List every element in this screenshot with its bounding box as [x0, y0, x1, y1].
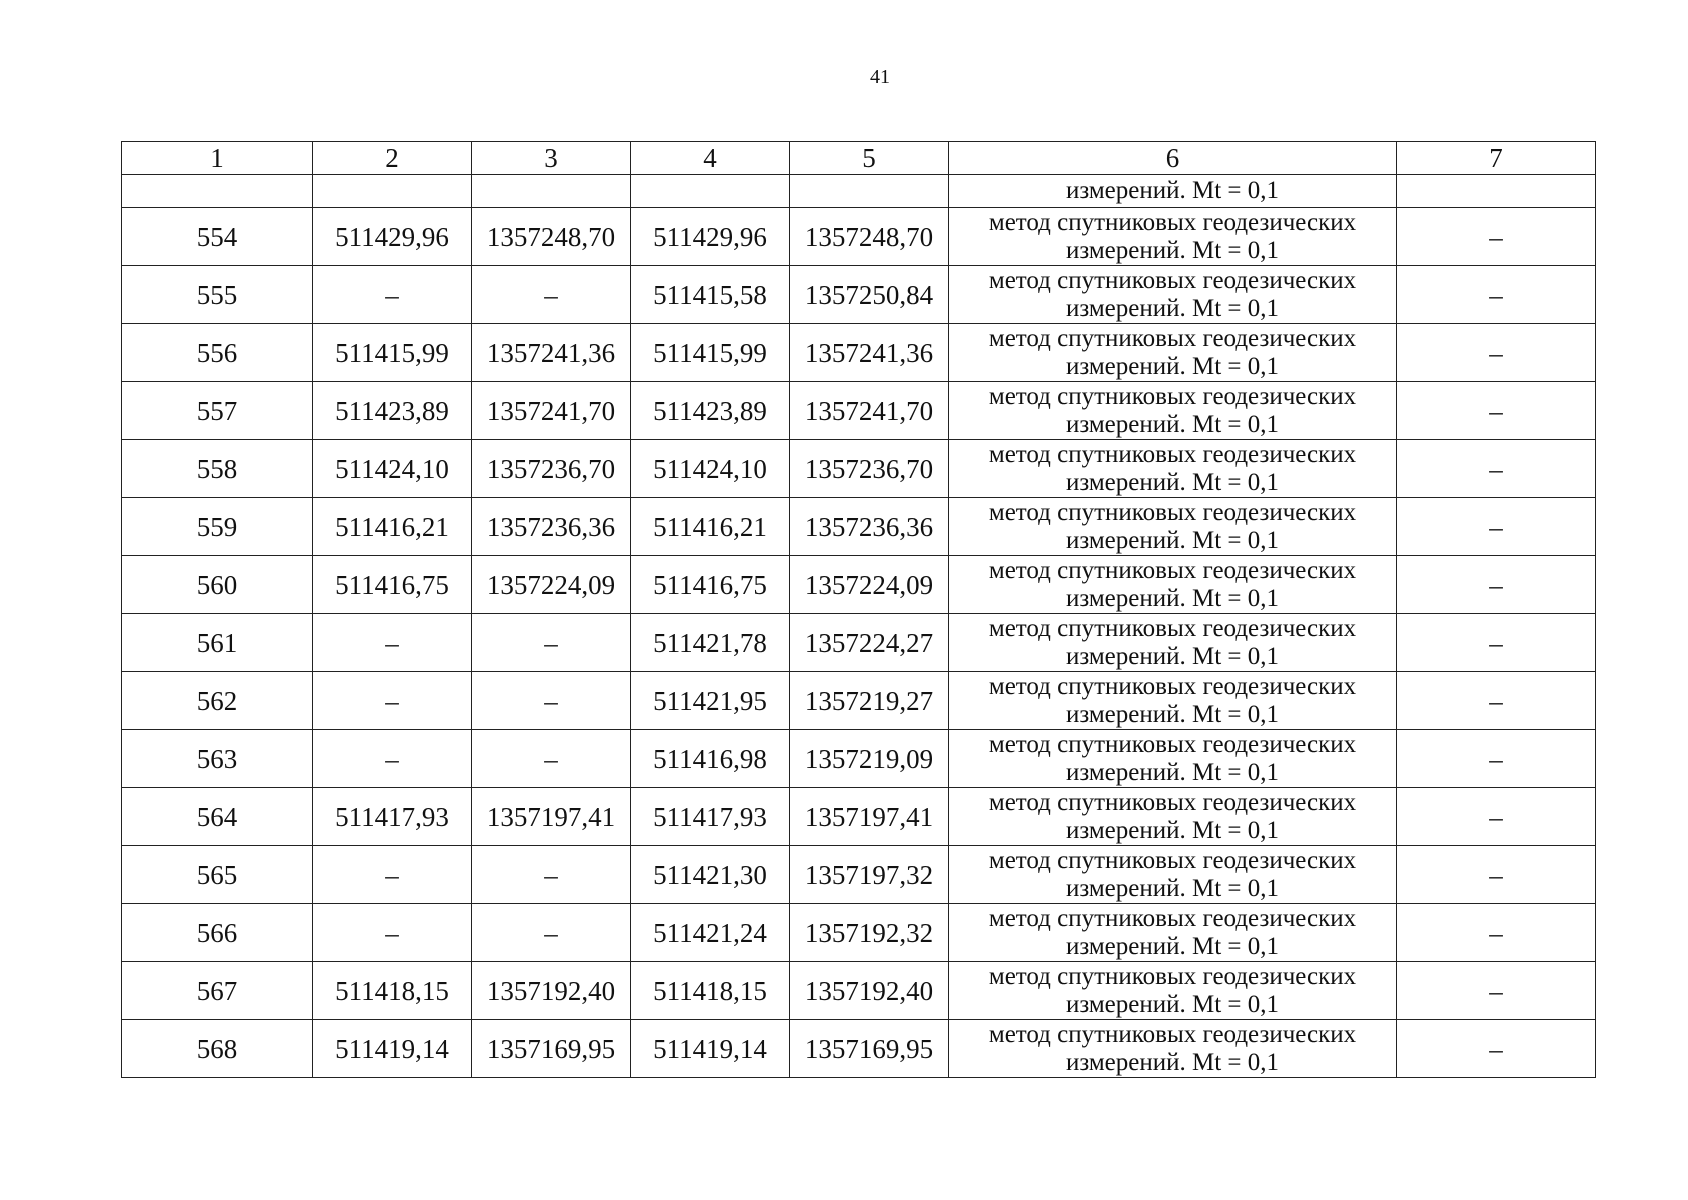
- coordinate-cell: 1357192,32: [790, 904, 949, 962]
- coordinate-cell: 511423,89: [313, 382, 472, 440]
- table-row: [122, 1020, 1596, 1078]
- coordinate-cell: 1357241,70: [472, 382, 631, 440]
- coordinate-cell: 1357236,36: [790, 498, 949, 556]
- column-header: 3: [472, 142, 631, 175]
- coordinate-cell: 1357236,70: [472, 440, 631, 498]
- coordinate-cell: 1357224,09: [790, 556, 949, 614]
- column-header: 2: [313, 142, 472, 175]
- coordinate-cell: –: [472, 266, 631, 324]
- coordinate-cell: 511415,99: [313, 324, 472, 382]
- note-cell: –: [1397, 382, 1596, 440]
- table-row: [122, 266, 1596, 324]
- coordinate-cell: 511416,21: [313, 498, 472, 556]
- coordinates-table: [121, 141, 1596, 1078]
- coordinate-cell: 511419,14: [631, 1020, 790, 1078]
- coordinate-cell: 511415,58: [631, 266, 790, 324]
- table-cell: [122, 175, 313, 208]
- coordinate-cell: –: [472, 672, 631, 730]
- note-cell: –: [1397, 208, 1596, 266]
- column-header: 5: [790, 142, 949, 175]
- point-number-cell: 565: [122, 846, 313, 904]
- coordinate-cell: 511423,89: [631, 382, 790, 440]
- coordinate-cell: 1357241,70: [790, 382, 949, 440]
- method-cell: [949, 788, 1397, 846]
- point-number-cell: 555: [122, 266, 313, 324]
- method-cell: [949, 614, 1397, 672]
- coordinate-cell: 1357192,40: [790, 962, 949, 1020]
- method-line-1: метод спутниковых геодезических: [988, 382, 1357, 410]
- method-cell: [949, 1020, 1397, 1078]
- method-cell: [949, 382, 1397, 440]
- table-row: [122, 672, 1596, 730]
- method-cell: измерений. Mt = 0,1: [949, 175, 1397, 208]
- method-line-2: измерений. Mt = 0,1: [1065, 816, 1280, 844]
- method-cell: [949, 556, 1397, 614]
- table-row: [122, 788, 1596, 846]
- point-number-cell: 559: [122, 498, 313, 556]
- coordinate-cell: 1357241,36: [472, 324, 631, 382]
- note-cell: –: [1397, 440, 1596, 498]
- table-row: [122, 730, 1596, 788]
- method-line-2: измерений. Mt = 0,1: [1065, 932, 1280, 960]
- method-line-1: метод спутниковых геодезических: [988, 846, 1357, 874]
- coordinate-cell: 1357224,27: [790, 614, 949, 672]
- table-row: [122, 498, 1596, 556]
- coordinate-cell: 511429,96: [313, 208, 472, 266]
- table-cell: [472, 175, 631, 208]
- coordinate-cell: 1357169,95: [472, 1020, 631, 1078]
- method-line-1: метод спутниковых геодезических: [988, 440, 1357, 468]
- header-row: [122, 142, 1596, 175]
- column-header: 1: [122, 142, 313, 175]
- coordinate-cell: 1357248,70: [790, 208, 949, 266]
- coordinate-cell: 1357169,95: [790, 1020, 949, 1078]
- note-cell: –: [1397, 266, 1596, 324]
- method-cell: [949, 324, 1397, 382]
- note-cell: –: [1397, 498, 1596, 556]
- coordinate-cell: 511417,93: [313, 788, 472, 846]
- point-number-cell: 554: [122, 208, 313, 266]
- method-line-2: измерений. Mt = 0,1: [1065, 874, 1280, 902]
- point-number-cell: 557: [122, 382, 313, 440]
- point-number-cell: 558: [122, 440, 313, 498]
- method-line-2: измерений. Mt = 0,1: [1065, 700, 1280, 728]
- method-line-2: измерений. Mt = 0,1: [1065, 758, 1280, 786]
- table-row: [122, 382, 1596, 440]
- coordinate-cell: 511421,24: [631, 904, 790, 962]
- point-number-cell: 556: [122, 324, 313, 382]
- table-body: [122, 175, 1596, 1078]
- coordinate-cell: 511416,75: [631, 556, 790, 614]
- column-header: 6: [949, 142, 1397, 175]
- method-cell: [949, 962, 1397, 1020]
- coordinate-cell: –: [472, 730, 631, 788]
- coordinate-cell: –: [472, 904, 631, 962]
- coordinate-cell: 511424,10: [313, 440, 472, 498]
- coordinate-cell: –: [313, 846, 472, 904]
- table-row: [122, 208, 1596, 266]
- method-line-1: метод спутниковых геодезических: [988, 266, 1357, 294]
- coordinate-cell: 511421,78: [631, 614, 790, 672]
- coordinate-cell: 1357197,41: [790, 788, 949, 846]
- point-number-cell: 562: [122, 672, 313, 730]
- method-cell: [949, 440, 1397, 498]
- coordinate-cell: 1357248,70: [472, 208, 631, 266]
- coordinate-cell: 511421,95: [631, 672, 790, 730]
- note-cell: –: [1397, 788, 1596, 846]
- method-cell: [949, 846, 1397, 904]
- method-cell: [949, 266, 1397, 324]
- coordinate-cell: 1357236,36: [472, 498, 631, 556]
- coordinate-cell: –: [472, 614, 631, 672]
- method-line-1: метод спутниковых геодезических: [988, 324, 1357, 352]
- coordinate-cell: 1357219,27: [790, 672, 949, 730]
- point-number-cell: 563: [122, 730, 313, 788]
- table-cell: [1397, 175, 1596, 208]
- table-row: [122, 962, 1596, 1020]
- note-cell: –: [1397, 962, 1596, 1020]
- point-number-cell: 564: [122, 788, 313, 846]
- method-line-1: метод спутниковых геодезических: [988, 788, 1357, 816]
- method-line-1: метод спутниковых геодезических: [988, 962, 1357, 990]
- table-row: [122, 614, 1596, 672]
- point-number-cell: 560: [122, 556, 313, 614]
- method-line-2: измерений. Mt = 0,1: [1065, 410, 1280, 438]
- note-cell: –: [1397, 556, 1596, 614]
- coordinate-cell: 511416,98: [631, 730, 790, 788]
- coordinate-cell: 511421,30: [631, 846, 790, 904]
- method-line-2: измерений. Mt = 0,1: [1065, 642, 1280, 670]
- method-line-2: измерений. Mt = 0,1: [1065, 294, 1280, 322]
- note-cell: –: [1397, 614, 1596, 672]
- coordinate-cell: 1357241,36: [790, 324, 949, 382]
- method-line-2: измерений. Mt = 0,1: [1065, 526, 1280, 554]
- point-number-cell: 567: [122, 962, 313, 1020]
- method-line-1: метод спутниковых геодезических: [988, 498, 1357, 526]
- note-cell: –: [1397, 730, 1596, 788]
- table-row: [122, 324, 1596, 382]
- method-line-1: метод спутниковых геодезических: [988, 672, 1357, 700]
- coordinate-cell: 511429,96: [631, 208, 790, 266]
- note-cell: –: [1397, 324, 1596, 382]
- note-cell: –: [1397, 846, 1596, 904]
- table-cell: [631, 175, 790, 208]
- coordinate-cell: 1357250,84: [790, 266, 949, 324]
- method-line-2: измерений. Mt = 0,1: [1065, 1048, 1280, 1076]
- method-line-1: метод спутниковых геодезических: [988, 904, 1357, 932]
- continuation-row: [122, 175, 1596, 208]
- coordinate-cell: 511417,93: [631, 788, 790, 846]
- method-line-2: измерений. Mt = 0,1: [1065, 236, 1280, 264]
- method-line-2: измерений. Mt = 0,1: [1065, 990, 1280, 1018]
- page-number: 41: [870, 66, 890, 88]
- coordinate-cell: 1357224,09: [472, 556, 631, 614]
- coordinate-cell: 1357192,40: [472, 962, 631, 1020]
- coordinate-cell: 511416,75: [313, 556, 472, 614]
- coordinate-cell: 511418,15: [631, 962, 790, 1020]
- method-cell: [949, 672, 1397, 730]
- point-number-cell: 566: [122, 904, 313, 962]
- method-line-1: метод спутниковых геодезических: [988, 730, 1357, 758]
- method-line-2: измерений. Mt = 0,1: [1065, 468, 1280, 496]
- coordinate-cell: 1357197,41: [472, 788, 631, 846]
- coordinate-cell: –: [313, 730, 472, 788]
- coordinate-cell: –: [313, 614, 472, 672]
- method-cell: [949, 208, 1397, 266]
- point-number-cell: 568: [122, 1020, 313, 1078]
- column-header: 4: [631, 142, 790, 175]
- table-cell: [313, 175, 472, 208]
- method-line-1: метод спутниковых геодезических: [988, 556, 1357, 584]
- coordinate-cell: 1357197,32: [790, 846, 949, 904]
- method-cell: [949, 904, 1397, 962]
- coordinate-cell: –: [313, 672, 472, 730]
- column-header: 7: [1397, 142, 1596, 175]
- table-row: [122, 440, 1596, 498]
- table-row: [122, 846, 1596, 904]
- table-row: [122, 556, 1596, 614]
- coordinate-cell: 511418,15: [313, 962, 472, 1020]
- method-line-1: метод спутниковых геодезических: [988, 1020, 1357, 1048]
- coordinate-cell: 1357219,09: [790, 730, 949, 788]
- table-cell: [790, 175, 949, 208]
- coordinate-cell: 511415,99: [631, 324, 790, 382]
- point-number-cell: 561: [122, 614, 313, 672]
- coordinate-cell: –: [472, 846, 631, 904]
- coordinate-cell: –: [313, 266, 472, 324]
- method-line-2: измерений. Mt = 0,1: [1065, 584, 1280, 612]
- method-line-2: измерений. Mt = 0,1: [1065, 352, 1280, 380]
- method-line-1: метод спутниковых геодезических: [988, 614, 1357, 642]
- table-row: [122, 904, 1596, 962]
- method-cell: [949, 498, 1397, 556]
- coordinate-cell: 511424,10: [631, 440, 790, 498]
- coordinate-cell: 511419,14: [313, 1020, 472, 1078]
- method-line-1: метод спутниковых геодезических: [988, 208, 1357, 236]
- note-cell: –: [1397, 904, 1596, 962]
- note-cell: –: [1397, 672, 1596, 730]
- coordinate-cell: –: [313, 904, 472, 962]
- coordinate-cell: 1357236,70: [790, 440, 949, 498]
- coordinate-cell: 511416,21: [631, 498, 790, 556]
- note-cell: –: [1397, 1020, 1596, 1078]
- method-cell: [949, 730, 1397, 788]
